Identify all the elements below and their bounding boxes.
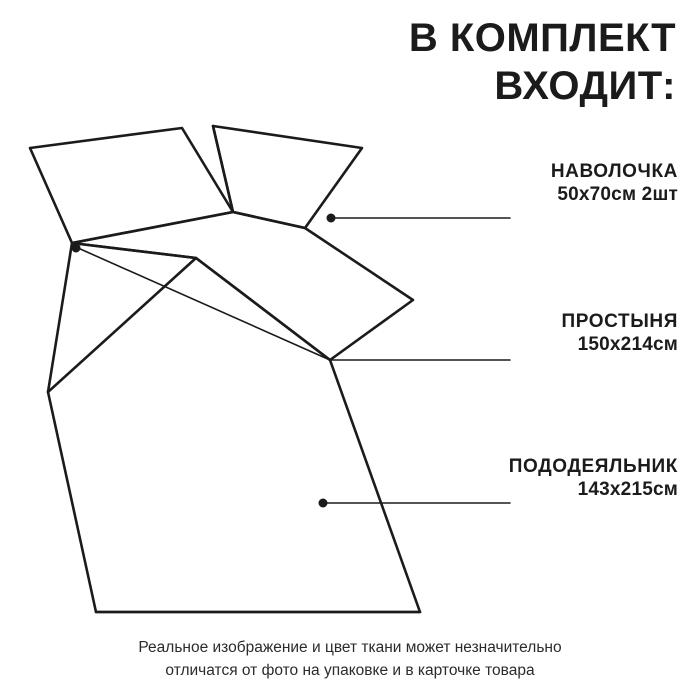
callout-sheet-size: 150х214см (577, 334, 678, 355)
pillow-left-shape (30, 128, 233, 243)
page-title-line-2: ВХОДИТ: (494, 64, 676, 108)
page-title-line-1: В КОМПЛЕКТ (408, 16, 676, 60)
callout-duvet-cover (509, 455, 678, 501)
disclaimer-line-2: отличатся от фото на упаковке и в карточке товара (165, 662, 535, 679)
sheet-shape (72, 212, 413, 360)
callout-duvet-cover-name: ПОДОДЕЯЛЬНИК (508, 456, 678, 477)
leader-line-sheet (78, 248, 510, 360)
leader-dot-duvet (319, 499, 328, 508)
leader-dot-pillow (327, 214, 336, 223)
disclaimer-text (0, 636, 700, 682)
duvet-cover-left-edge (48, 258, 196, 392)
leader-dot-sheet (72, 244, 81, 253)
duvet-cover-shape (48, 243, 420, 612)
callout-sheet (562, 310, 679, 356)
disclaimer-line-1: Реальное изображение и цвет ткани может незначительно (138, 639, 562, 656)
callout-pillowcase-size: 50х70см 2шт (557, 184, 678, 205)
pillow-right-fold (213, 126, 233, 212)
leader-lines (78, 218, 510, 503)
callout-pillowcase (551, 160, 678, 206)
callout-pillowcase-name: НАВОЛОЧКА (550, 161, 678, 182)
callout-duvet-cover-size: 143х215см (577, 479, 678, 500)
callout-sheet-name: ПРОСТЫНЯ (561, 311, 678, 332)
